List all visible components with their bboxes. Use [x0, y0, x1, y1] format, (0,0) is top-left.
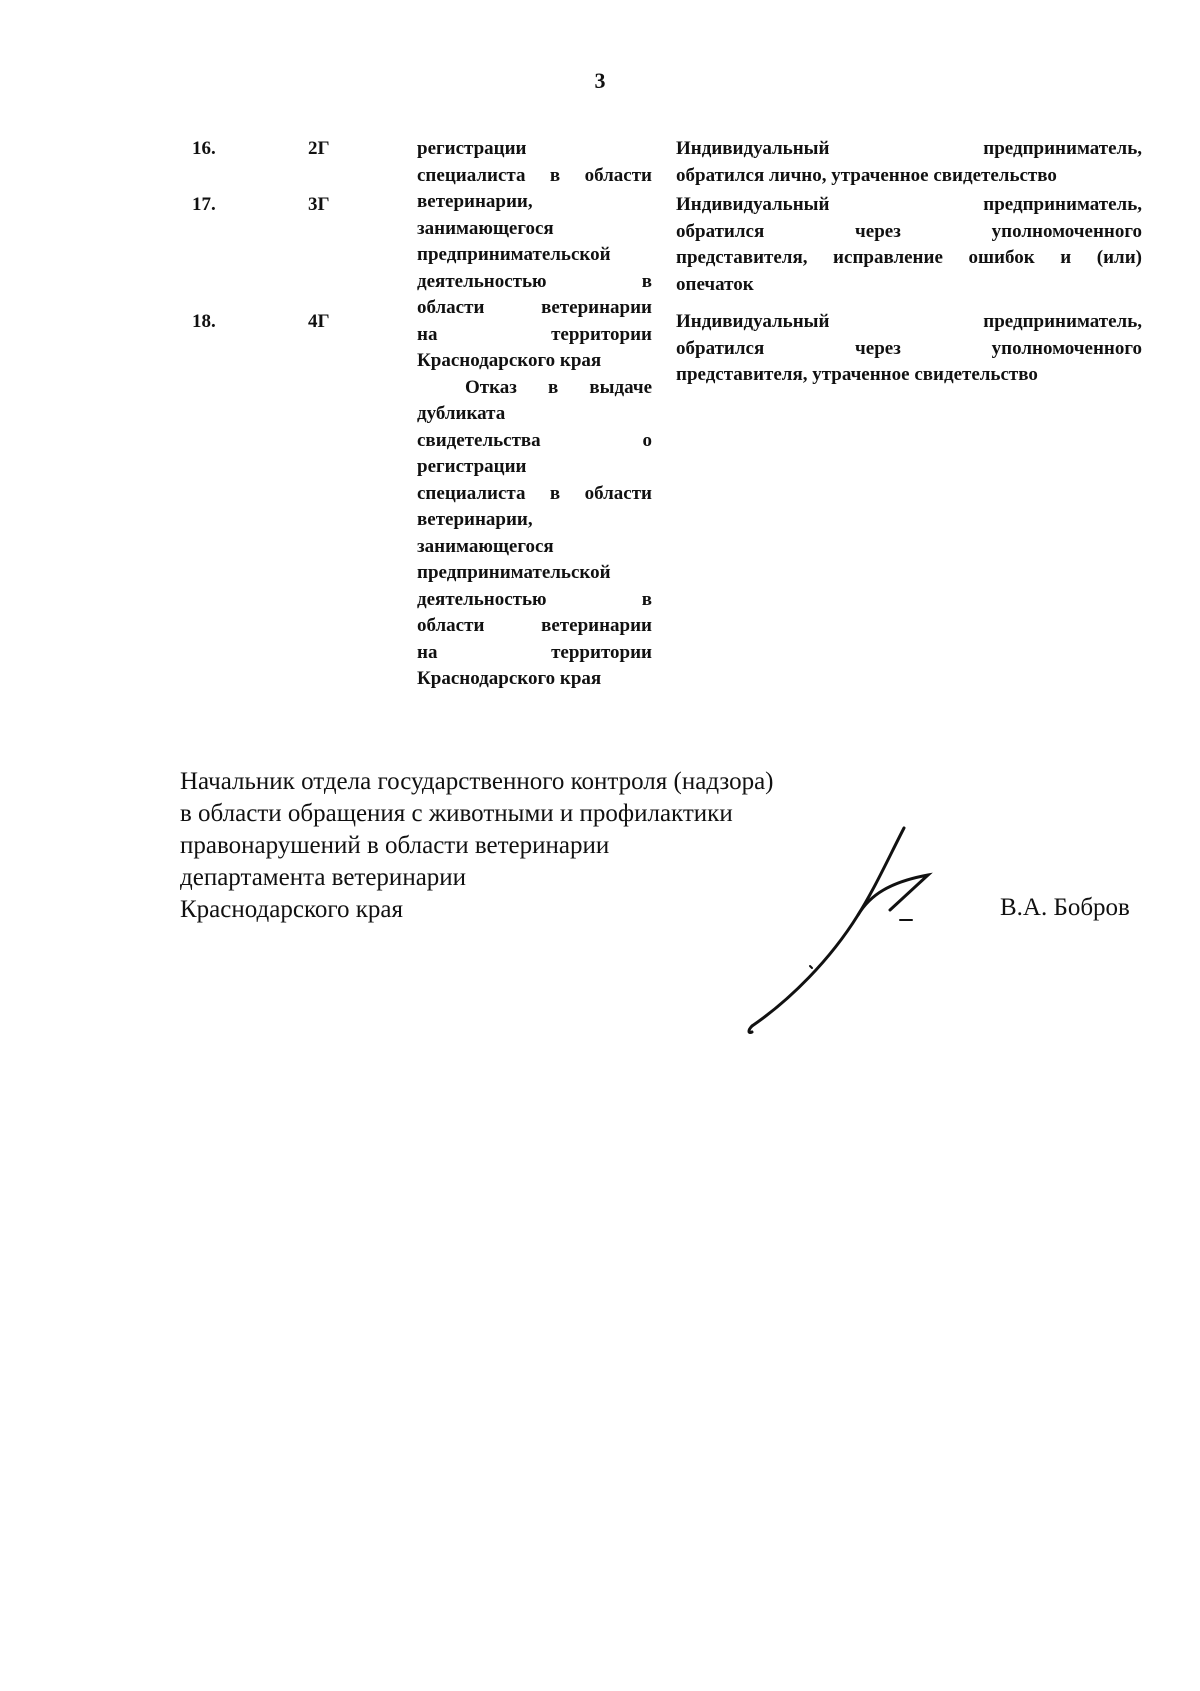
- description-line: Краснодарского края: [417, 350, 602, 371]
- description-line: дубликата: [417, 403, 506, 424]
- signatory-title-line: правонарушений в области ветеринарии: [180, 832, 610, 859]
- row-code: 4Г: [308, 311, 330, 332]
- description-line: предпринимательской: [417, 562, 611, 583]
- signatory-title-line: Начальник отдела государственного контроля (надзора): [180, 768, 774, 795]
- description-line: Краснодарского края: [417, 668, 602, 689]
- row-number: 18.: [192, 311, 216, 332]
- applicant-line: обратился лично, утраченное свидетельство: [676, 164, 1057, 186]
- applicant-line: опечаток: [676, 273, 754, 295]
- signatory-name: В.А. Бобров: [1000, 894, 1130, 921]
- handwritten-signature: [730, 820, 970, 1040]
- row-number: 17.: [192, 194, 216, 215]
- description-line: специалиста в области: [417, 164, 652, 186]
- description-line: ветеринарии,: [417, 191, 533, 212]
- signatory-title-line: Краснодарского края: [180, 896, 403, 923]
- description-line: деятельностью в: [417, 270, 652, 292]
- description-line: свидетельства о: [417, 429, 652, 451]
- applicant-cell: [676, 309, 1142, 389]
- applicant-line: Индивидуальный предприниматель,: [676, 311, 1142, 332]
- row-code: 3Г: [308, 194, 330, 215]
- description-line: регистрации: [417, 138, 527, 159]
- applicant-line: представителя, утраченное свидетельство: [676, 364, 1038, 385]
- description-line: предпринимательской: [417, 244, 611, 265]
- row-number: 16.: [192, 138, 216, 159]
- signatory-title-line: департамента ветеринарии: [180, 864, 467, 891]
- description-line: области ветеринарии: [417, 297, 652, 318]
- description-line: занимающегося: [417, 217, 554, 239]
- description-line: специалиста в области: [417, 482, 652, 504]
- description-line: Отказ в выдаче: [465, 376, 652, 398]
- signatory-title-line: в области обращения с животными и профилактики: [180, 800, 733, 827]
- applicant-line: обратился через уполномоченного: [676, 337, 1142, 359]
- description-line: на территории: [417, 641, 652, 663]
- applicant-line: обратился через уполномоченного: [676, 220, 1142, 242]
- applicant-line: представителя, исправление ошибок и (или): [676, 247, 1142, 268]
- service-description: [417, 136, 652, 693]
- page-number: 3: [594, 68, 606, 93]
- row-code: 2Г: [308, 138, 330, 159]
- applicant-line: Индивидуальный предприниматель,: [676, 194, 1142, 215]
- description-line: регистрации: [417, 456, 527, 477]
- description-line: области ветеринарии: [417, 615, 652, 636]
- applicant-cell: [676, 192, 1142, 298]
- applicant-line: Индивидуальный предприниматель,: [676, 138, 1142, 159]
- description-line: на территории: [417, 323, 652, 345]
- applicant-cell: [676, 136, 1142, 189]
- description-line: ветеринарии,: [417, 509, 533, 530]
- description-line: занимающегося: [417, 535, 554, 557]
- description-line: деятельностью в: [417, 588, 652, 610]
